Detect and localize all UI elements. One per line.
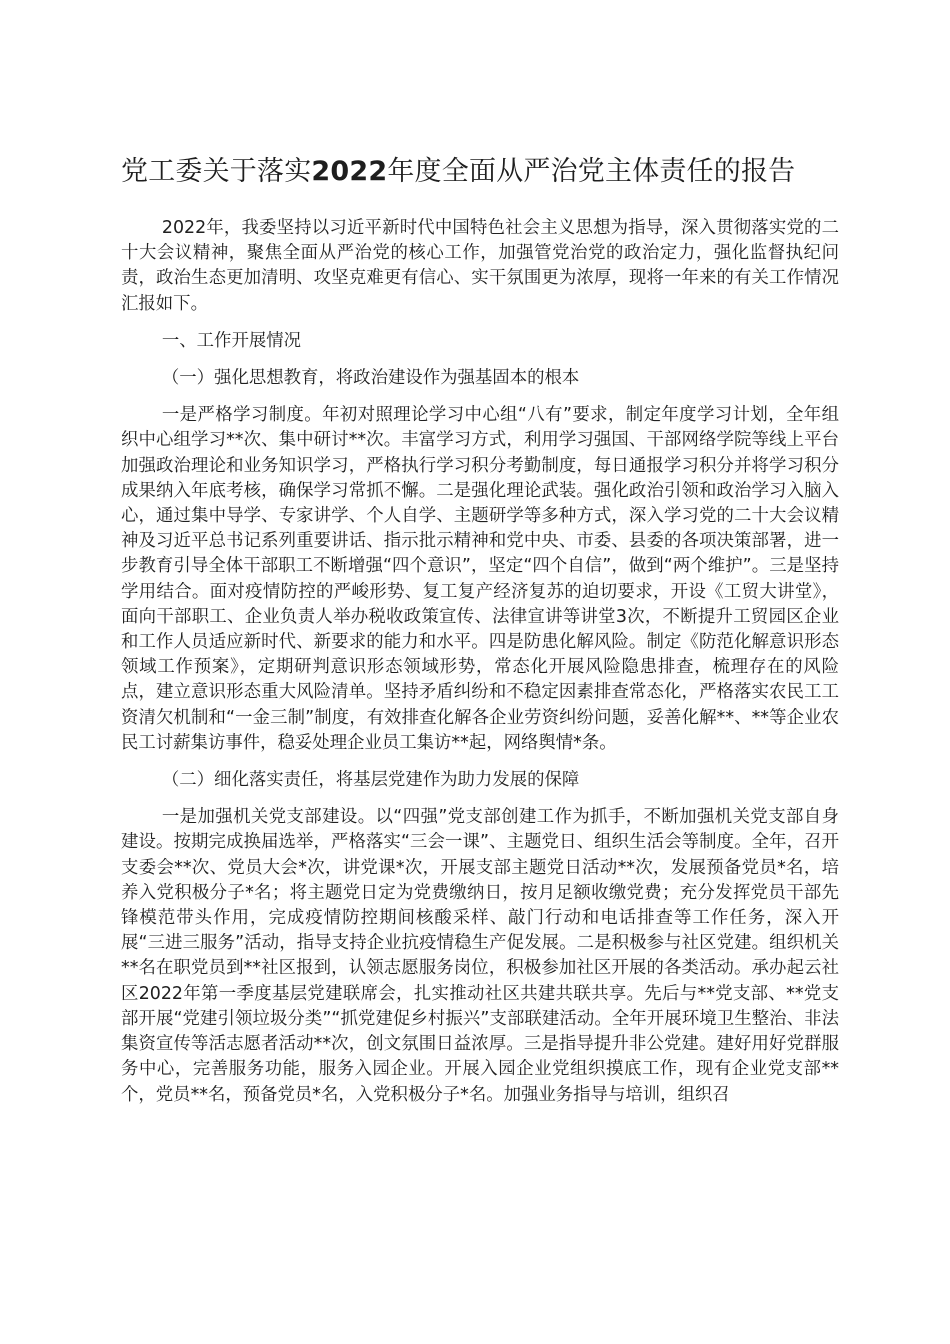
subsection-heading-ideology: （一）强化思想教育，将政治建设作为强基固本的根本	[161, 368, 580, 389]
document-content	[121, 148, 839, 1108]
subsection-heading-party-building: （二）细化落实责任，将基层党建作为助力发展的保障	[161, 770, 580, 791]
title-year: 2022	[311, 156, 388, 187]
title-prefix: 党工委关于落实	[121, 156, 312, 187]
intro-paragraph: 2022年，我委坚持以习近平新时代中国特色社会主义思想为指导，深入贯彻落实党的二十大会议精神，聚焦全面从严治党的核心工作，加强管党治党的政治定力，强化监督执纪问责，政治生态更加清明、攻坚克难更有信心、实干氛围更为浓厚，现将一年来的有关工作情况汇报如下。	[121, 218, 839, 314]
document-title	[121, 148, 839, 195]
section-heading-work-status: 一、工作开展情况	[161, 330, 302, 351]
subsection-party-building-body: 一是加强机关党支部建设。以“四强”党支部创建工作为抓手，不断加强机关党支部自身建设。按期完成换届选举，严格落实“三会一课”、主题党日、组织生活会等制度。全年，召开支委会**次、党员大会*次，讲党课*次，开展支部主题党日活动**次，发展预备党员*名，培养入党积极分子*名；将主题党日定为党费缴纳日，按月足额收缴党费；充分发挥党员干部先锋模范带头作用，完成疫情防控期间核酸采样、敲门行动和电话排查等工作任务，深入开展“三进三服务”活动，指导支持企业抗疫情稳生产促发展。二是积极参与社区党建。组织机关**名在职党员到**社区报到，认领志愿服务岗位，积极参加社区开展的各类活动。承办起云社区2022年第一季度基层党建联席会，扎实推动社区共建共联共享。先后与**党支部、**党支部开展“党建引领垃圾分类”“抓党建促乡村振兴”支部联建活动。全年开展环境卫生整治、非法集资宣传等活志愿者活动**次，创文氛围日益浓厚。三是指导提升非公党建。建好用好党群服务中心，完善服务功能，服务入园企业。开展入园企业党组织摸底工作，现有企业党支部**个，党员**名，预备党员*名，入党积极分子*名。加强业务指导与培训，组织召	[121, 807, 839, 1105]
subsection-ideology-body: 一是严格学习制度。年初对照理论学习中心组“八有”要求，制定年度学习计划，全年组织中心组学习**次、集中研讨**次。丰富学习方式，利用学习强国、干部网络学院等线上平台加强政治理论和业务知识学习，严格执行学习积分考勤制度，每日通报学习积分并将学习积分成果纳入年底考核，确保学习常抓不懈。二是强化理论武装。强化政治引领和政治学习入脑入心，通过集中导学、专家讲学、个人自学、主题研学等多种方式，深入学习党的二十大会议精神及习近平总书记系列重要讲话、指示批示精神和党中央、市委、县委的各项决策部署，进一步教育引导全体干部职工不断增强“四个意识”，坚定“四个自信”，做到“两个维护”。三是坚持学用结合。面对疫情防控的严峻形势、复工复产经济复苏的迫切要求，开设《工贸大讲堂》，面向干部职工、企业负责人举办税收政策宣传、法律宣讲等讲堂3次，不断提升工贸园区企业和工作人员适应新时代、新要求的能力和水平。四是防患化解风险。制定《防范化解意识形态领域工作预案》，定期研判意识形态领域形势，常态化开展风险隐患排查，梳理存在的风险点，建立意识形态重大风险清单。坚持矛盾纠纷和不稳定因素排查常态化，严格落实农民工工资清欠机制和“一金三制”制度，有效排查化解各企业劳资纠纷问题，妥善化解**、**等企业农民工讨薪集访事件，稳妥处理企业员工集访**起，网络舆情*条。	[121, 405, 839, 753]
title-suffix: 年度全面从严治党主体责任的报告	[387, 156, 796, 187]
